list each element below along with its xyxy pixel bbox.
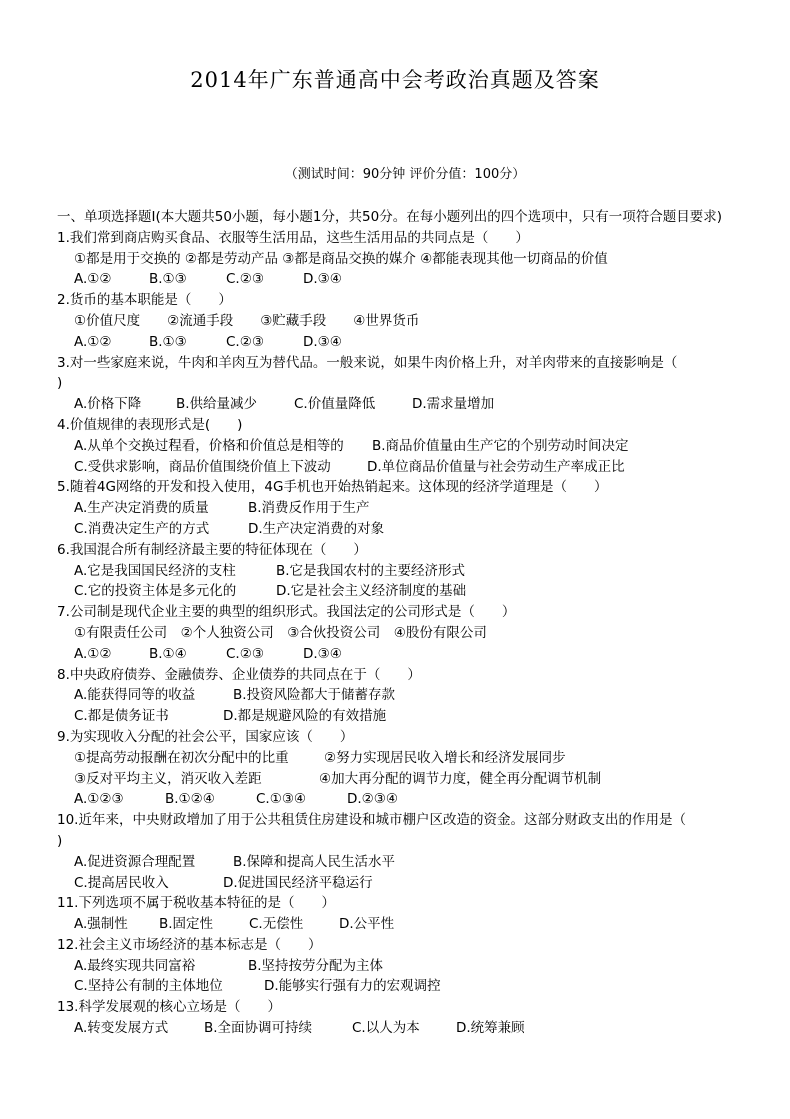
choice-c: C.②③ — [226, 333, 264, 350]
choice-a: A.能获得同等的收益 — [74, 687, 196, 704]
choice-b: B.消费反作用于生产 — [248, 500, 370, 517]
question-stem-cont: ) — [57, 832, 63, 849]
question-stem-cont: ) — [57, 375, 63, 392]
choice-d: D.它是社会主义经济制度的基础 — [276, 583, 467, 600]
answer-choices-row — [57, 519, 757, 540]
choice-a: A.①② — [74, 645, 112, 662]
choice-b: B.保障和提高人民生活水平 — [233, 853, 396, 870]
document-subtitle: （测试时间：90分钟 评价分值：100分） — [284, 167, 526, 182]
question-stem: 7.公司制是现代企业主要的典型的组织形式。我国法定的公司形式是（ ） — [57, 604, 516, 621]
answer-choices — [57, 269, 757, 290]
item-1: ①提高劳动报酬在初次分配中的比重 — [74, 749, 289, 766]
choice-c: C.坚持公有制的主体地位 — [74, 978, 223, 995]
choice-a: A.①②③ — [74, 791, 124, 808]
choice-b: B.供给量减少 — [176, 396, 258, 413]
answer-choices-row — [57, 685, 757, 706]
choice-d: D.公平性 — [339, 916, 395, 933]
choice-b: B.全面协调可持续 — [204, 1020, 313, 1037]
item-3: ③反对平均主义，消灭收入差距 — [74, 770, 262, 787]
choice-a: A.①② — [74, 333, 112, 350]
question-stem: 8.中央政府债券、金融债券、企业债券的共同点在于（ ） — [57, 666, 421, 683]
answer-choices — [57, 394, 757, 415]
choice-d: D.③④ — [303, 645, 342, 662]
choice-d: D.都是规避风险的有效措施 — [223, 708, 387, 725]
choice-c: C.受供求影响，商品价值围绕价值上下波动 — [74, 458, 331, 475]
answer-choices-row — [57, 706, 757, 727]
question-stem: 12.社会主义市场经济的基本标志是（ ） — [57, 936, 322, 953]
choice-c: C.①③④ — [256, 791, 307, 808]
section-header: 一、单项选择题Ⅰ(本大题共50小题，每小题1分，共50分。在每小题列出的四个选项中，只有一项符合题目要求) — [57, 209, 722, 225]
question-items-row — [57, 769, 757, 790]
choice-b: B.投资风险都大于储蓄存款 — [233, 687, 396, 704]
choice-c: C.都是债务证书 — [74, 708, 169, 725]
choice-a: A.最终实现共同富裕 — [74, 957, 196, 974]
question-items: ①都是用于交换的 ②都是劳动产品 ③都是商品交换的媒介 ④都能表现其他一切商品的价值 — [74, 250, 608, 267]
choice-d: D.统筹兼顾 — [456, 1020, 525, 1037]
choice-d: D.生产决定消费的对象 — [248, 520, 385, 537]
question-stem: 10.近年来，中央财政增加了用于公共租赁住房建设和城市棚户区改造的资金。这部分财政支出的作用是（ — [57, 812, 686, 829]
choice-a: A.价格下降 — [74, 396, 142, 413]
choice-b: B.固定性 — [159, 916, 214, 933]
choice-a: A.①② — [74, 271, 112, 288]
question-stem: 3.对一些家庭来说，牛肉和羊肉互为替代品。一般来说，如果牛肉价格上升，对羊肉带来的直接影响是（ — [57, 354, 678, 371]
answer-choices-row — [57, 956, 757, 977]
item-4: ④加大再分配的调节力度，健全再分配调节机制 — [319, 770, 602, 787]
choice-c: C.价值量降低 — [294, 396, 376, 413]
answer-choices — [57, 789, 757, 810]
choice-d: D.需求量增加 — [412, 396, 495, 413]
choice-c: C.以人为本 — [352, 1020, 420, 1037]
answer-choices-row — [57, 436, 757, 457]
answer-choices — [57, 1018, 757, 1039]
answer-choices-row — [57, 457, 757, 478]
choice-c: C.它的投资主体是多元化的 — [74, 583, 237, 600]
answer-choices — [57, 644, 757, 665]
choice-d: D.能够实行强有力的宏观调控 — [264, 978, 441, 995]
choice-c: C.提高居民收入 — [74, 874, 169, 891]
choice-c: C.无偿性 — [249, 916, 304, 933]
question-stem: 2.货币的基本职能是（ ） — [57, 292, 232, 309]
question-stem: 11.下列选项不属于税收基本特征的是（ ） — [57, 895, 335, 912]
question-stem: 5.随着4G网络的开发和投入使用，4G手机也开始热销起来。这体现的经济学道理是（ ） — [57, 479, 608, 496]
question-items: ①有限责任公司 ②个人独资公司 ③合伙投资公司 ④股份有限公司 — [74, 624, 487, 641]
document-body — [57, 207, 757, 1039]
item-2: ②努力实现居民收入增长和经济发展同步 — [324, 749, 566, 766]
choice-c: C.②③ — [226, 645, 264, 662]
question-items: ①价值尺度 ②流通手段 ③贮藏手段 ④世界货币 — [74, 312, 420, 329]
choice-d: D.③④ — [303, 271, 342, 288]
answer-choices — [57, 332, 757, 353]
choice-b: B.坚持按劳分配为主体 — [248, 957, 384, 974]
choice-c: C.消费决定生产的方式 — [74, 520, 210, 537]
choice-a: A.从单个交换过程看，价格和价值总是相等的 — [74, 437, 344, 454]
choice-b: B.①③ — [149, 333, 187, 350]
answer-choices-row — [57, 498, 757, 519]
choice-d: D.促进国民经济平稳运行 — [223, 874, 373, 891]
answer-choices — [57, 914, 757, 935]
choice-d: D.③④ — [303, 333, 342, 350]
choice-a: A.促进资源合理配置 — [74, 853, 196, 870]
question-items-row — [57, 748, 757, 769]
answer-choices-row — [57, 561, 757, 582]
choice-a: A.它是我国国民经济的支柱 — [74, 562, 236, 579]
choice-b: B.①③ — [149, 271, 187, 288]
answer-choices-row — [57, 873, 757, 894]
question-stem: 1.我们常到商店购买食品、衣服等生活用品，这些生活用品的共同点是（ ） — [57, 229, 529, 246]
choice-b: B.①④ — [149, 645, 187, 662]
choice-d: D.单位商品价值量与社会劳动生产率成正比 — [367, 458, 625, 475]
choice-a: A.生产决定消费的质量 — [74, 500, 209, 517]
question-stem: 4.价值规律的表现形式是( ) — [57, 416, 243, 433]
choice-a: A.强制性 — [74, 916, 128, 933]
question-stem: 6.我国混合所有制经济最主要的特征体现在（ ） — [57, 541, 367, 558]
choice-b: B.①②④ — [165, 791, 215, 808]
question-stem: 13.科学发展观的核心立场是（ ） — [57, 999, 281, 1016]
choice-c: C.②③ — [226, 271, 264, 288]
choice-b: B.商品价值量由生产它的个别劳动时间决定 — [372, 437, 629, 454]
answer-choices-row — [57, 976, 757, 997]
answer-choices-row — [57, 852, 757, 873]
question-stem: 9.为实现收入分配的社会公平，国家应该（ ） — [57, 728, 354, 745]
document-title: 2014年广东普通高中会考政治真题及答案 — [190, 68, 600, 92]
choice-a: A.转变发展方式 — [74, 1020, 169, 1037]
answer-choices-row — [57, 581, 757, 602]
choice-b: B.它是我国农村的主要经济形式 — [276, 562, 466, 579]
choice-d: D.②③④ — [347, 791, 398, 808]
